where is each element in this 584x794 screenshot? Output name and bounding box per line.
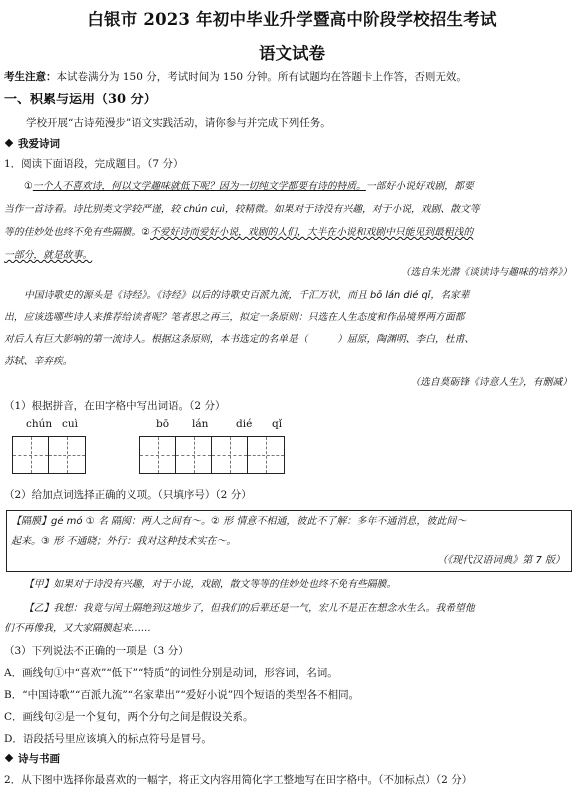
option-b[interactable]: B．“中国诗歌”“百派九流”“名家辈出”“爱好小说”四个短语的类型各不相同。 (4, 689, 360, 701)
pinyin-lan: lán (192, 418, 209, 430)
part1-intro: 学校开展“古诗苑漫步”语文实践活动，请你参与并完成下列任务。 (26, 117, 331, 129)
pinyin-qi: qǐ (272, 418, 283, 430)
circle-number-1: ① (24, 181, 33, 192)
passage1-source: （选自朱光潜《谈读诗与趣味的培养》） (400, 267, 572, 278)
part1-heading: 一、积累与运用（30 分） (4, 93, 157, 107)
excerpt-yi-line2: 们不再像我，又大家隔膜起来…… (4, 623, 151, 634)
question-1: 1．阅读下面语段，完成题目。（7 分） (4, 158, 184, 170)
task2-label: 诗与书画 (18, 753, 60, 765)
exam-subtitle: 语文试卷 (259, 44, 325, 63)
pinyin-chun: chún (26, 418, 53, 430)
passage1-line2: 当作一首诗看。诗比别类文学较严谨，较 chún cuì，较精微。如果对于诗没有兴趣，对于小说，戏剧、散文等 (4, 204, 480, 215)
dictionary-source: （《现代汉语词典》第 7 版） (437, 555, 565, 566)
passage2-line4: 苏轼、辛弃疾。 (4, 356, 73, 367)
notice-label-text: 考生注意： (4, 71, 57, 83)
grid-cell[interactable] (140, 437, 176, 473)
option-c[interactable]: C．画线句②是一个复句，两个分句之间是假设关系。 (4, 711, 254, 723)
pinyin-bo: bō (156, 418, 170, 430)
passage2-line3: 对后人有巨大影响的第一流诗人。根据这条原则，本书选定的名单是（ ）屈原，陶渊明、李白，杜甫、 (4, 334, 475, 345)
passage2-line2: 出，应该选哪些诗人来推荐给读者呢？笔者思之再三，拟定一条原则：只选在人生态度和作品境界两方面都 (4, 312, 465, 323)
diamond-bullet-icon (5, 754, 13, 762)
option-d[interactable]: D．语段括号里应该填入的标点符号是冒号。 (4, 733, 212, 745)
task1-label: 我爱诗词 (18, 138, 60, 150)
grid-chuncui[interactable] (12, 436, 86, 474)
passage1-line3 (4, 226, 580, 240)
passage1-line1-tail: 一部好小说好戏剧，都要 (365, 181, 474, 192)
grid-cell[interactable] (13, 437, 49, 473)
notice-text: 本试卷满分为 150 分，考试时间为 150 分钟。所有试题均在答题卡上作答，否则无效。 (56, 71, 467, 83)
passage1-line4 (4, 249, 580, 263)
pinyin-die: dié (236, 418, 253, 430)
underlined-sentence-2: 不爱好诗而爱好小说，戏剧的人们，大半在小说和戏剧中只能见到最粗浅的 (149, 227, 474, 238)
passage1-line1 (4, 180, 584, 194)
excerpt-jia: 【甲】如果对于诗没有兴趣，对于小说，戏剧，散文等等的佳妙处也终不免有些隔膜。 (24, 579, 397, 590)
grid-cell[interactable] (49, 437, 85, 473)
exam-notice (4, 70, 580, 84)
underlined-sentence-1: 一个人不喜欢诗，何以文学趣味就低下呢？因为一切纯文学都要有诗的特质。 (32, 181, 366, 192)
grid-cell[interactable] (212, 437, 248, 473)
task2-heading (4, 752, 580, 766)
question-2: 2．从下图中选择你最喜欢的一幅字，将正文内容用简化字工整地写在田字格中。（不加标点）（2 分） (4, 774, 473, 786)
grid-cell[interactable] (248, 437, 284, 473)
passage2-source: （选自莫砺锋《诗意人生》，有删减） (410, 377, 572, 388)
grid-bolandieqi[interactable] (139, 436, 285, 474)
pinyin-cui: cuì (62, 418, 79, 430)
question-1-3: （3）下列说法不正确的一项是（3 分） (4, 645, 189, 657)
excerpt-yi-line1: 【乙】我想：我竟与闰土隔绝到这地步了，但我们的后辈还是一气，宏儿不是正在想念水生么。我希望他 (24, 603, 475, 614)
exam-title: 白银市 2023 年初中毕业升学暨高中阶段学校招生考试 (87, 10, 497, 29)
passage1-line3-head: 等的佳妙处也终不免有些隔膜。② (4, 227, 150, 238)
diamond-bullet-icon (5, 139, 13, 147)
dictionary-line1: 【隔膜】gé mó ① 名 隔阂：两人之间有～。② 形 情意不相通，彼此不了解：多年不通消息，彼此间～ (11, 516, 467, 527)
passage2-line1: 中国诗歌史的源头是《诗经》。《诗经》以后的诗歌史百派九流，千汇万状，而且 bō lán dié qǐ，名家辈 (24, 290, 470, 301)
underlined-sentence-2-end: 一部分，就是故事。 (4, 250, 93, 261)
task1-heading (4, 137, 580, 151)
question-1-2: （2）给加点词选择正确的义项。（只填序号）（2 分） (4, 489, 252, 501)
grid-cell[interactable] (176, 437, 212, 473)
question-1-1: （1）根据拼音，在田字格中写出词语。（2 分） (4, 400, 226, 412)
dictionary-line2: 起来。③ 形 不通晓；外行：我对这种技术实在～。 (11, 536, 237, 547)
option-a[interactable]: A．画线句①中“喜欢”“低下”“特质”的词性分别是动词，形容词，名词。 (4, 667, 338, 679)
dictionary-entry-box (6, 510, 572, 572)
